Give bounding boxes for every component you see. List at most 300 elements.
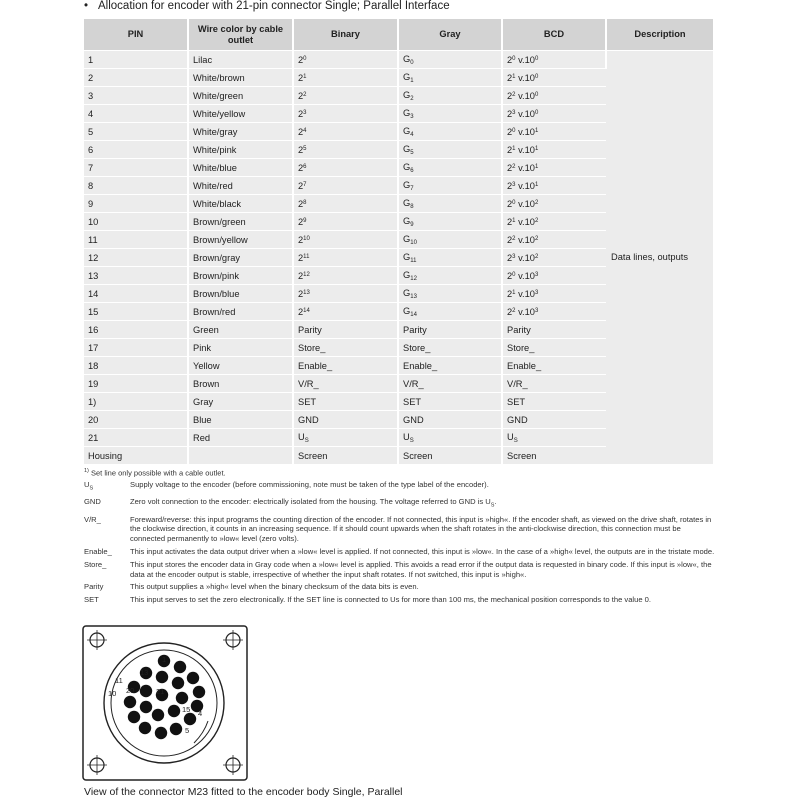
header-binary: Binary xyxy=(293,19,398,51)
wire-color-cell xyxy=(188,213,293,231)
connector-pin-2 xyxy=(174,661,186,673)
legend-description xyxy=(130,515,716,544)
connector-pin-4 xyxy=(193,686,205,698)
table-header-row xyxy=(84,19,713,51)
binary-cell xyxy=(293,69,398,87)
bcd-exponent: 0 xyxy=(512,199,516,206)
mounting-hole-bottom-right xyxy=(223,755,243,775)
wire-cell xyxy=(188,375,293,393)
bcd-decade: 0 xyxy=(534,109,539,116)
binary-exponent: 5 xyxy=(303,145,307,152)
binary-exponent: 1 xyxy=(303,73,307,80)
wire-value: Gray xyxy=(193,396,214,407)
pin-number: 9 xyxy=(88,198,94,209)
bcd-multiplier: v.10 xyxy=(515,270,535,281)
gray-cell xyxy=(398,87,502,105)
description-subscript: S xyxy=(490,502,495,509)
wire-color: Lilac xyxy=(193,54,213,65)
bcd-decade: 3 xyxy=(534,271,539,278)
bcd-exponent: 1 xyxy=(512,73,516,80)
supply-voltage-subscript: S xyxy=(513,437,518,444)
binary-base: 2 xyxy=(298,288,304,299)
pin-value: 20 xyxy=(88,414,99,425)
binary-cell xyxy=(293,105,398,123)
bcd-base: 2 xyxy=(507,54,513,65)
bcd-decade: 0 xyxy=(534,73,539,80)
bcd-decade: 1 xyxy=(534,145,539,152)
pin-number: 1 xyxy=(88,54,94,65)
legend-term xyxy=(84,595,130,605)
supply-voltage-cell xyxy=(398,429,502,447)
legend-item xyxy=(84,560,716,580)
pin-cell xyxy=(84,411,188,429)
binary-exponent: 12 xyxy=(303,271,310,278)
connector-pin-19 xyxy=(140,701,152,713)
pin-label-20: 20 xyxy=(126,686,135,695)
bcd-value: Store_ xyxy=(507,342,535,353)
bcd-base: 2 xyxy=(507,216,513,227)
binary-base: 2 xyxy=(298,306,304,317)
section-heading xyxy=(84,0,450,12)
binary-exponent: 3 xyxy=(303,109,307,116)
pin-label-13: 13 xyxy=(140,668,149,677)
bcd-exponent: 2 xyxy=(512,307,516,314)
binary-base: 2 xyxy=(298,252,304,263)
pin-number: 11 xyxy=(88,234,98,245)
binary-cell xyxy=(293,177,398,195)
connector-pin-18 xyxy=(152,709,164,721)
connector-pin-10 xyxy=(128,711,140,723)
legend-item xyxy=(84,480,716,494)
pin-value: 17 xyxy=(88,342,99,353)
pin-cell xyxy=(84,87,188,105)
wire-color: White/gray xyxy=(193,126,238,137)
bcd-cell xyxy=(502,105,606,123)
pin-cell xyxy=(84,69,188,87)
wire-color-cell xyxy=(188,177,293,195)
binary-base: 2 xyxy=(298,108,304,119)
legend-description xyxy=(130,560,716,580)
legend-term xyxy=(84,582,130,592)
bcd-value: Enable_ xyxy=(507,360,542,371)
gray-cell xyxy=(398,357,502,375)
bullet: • xyxy=(84,0,89,12)
bcd-cell xyxy=(502,375,606,393)
binary-cell xyxy=(293,357,398,375)
gray-index: 4 xyxy=(410,131,414,138)
binary-value: Parity xyxy=(298,324,322,335)
bcd-multiplier: v.10 xyxy=(515,144,535,155)
gray-value: SET xyxy=(403,396,422,407)
wire-cell xyxy=(188,447,293,465)
header-wire-color: Wire color by cable outlet xyxy=(188,19,293,51)
bcd-cell xyxy=(502,411,606,429)
binary-exponent: 13 xyxy=(303,289,310,296)
description-text: This output supplies a »high« level when the binary checksum of the data bits is even. xyxy=(130,582,419,592)
pin-cell xyxy=(84,429,188,447)
gray-base: G xyxy=(403,233,411,244)
bcd-cell xyxy=(502,231,606,249)
pin-cell xyxy=(84,303,188,321)
gray-index: 10 xyxy=(410,239,417,246)
bcd-value: GND xyxy=(507,414,528,425)
pin-number: 2 xyxy=(88,72,94,83)
pin-cell xyxy=(84,141,188,159)
bcd-base: 2 xyxy=(507,288,513,299)
legend-item xyxy=(84,497,716,511)
bcd-base: 2 xyxy=(507,144,513,155)
term-text: U xyxy=(84,480,90,489)
pin-number: 7 xyxy=(88,162,94,173)
bcd-decade: 0 xyxy=(534,55,539,62)
bcd-cell xyxy=(502,123,606,141)
supply-voltage-symbol: U xyxy=(298,431,305,442)
bcd-base: 2 xyxy=(507,72,513,83)
pin-number: 6 xyxy=(88,144,94,155)
bcd-base: 2 xyxy=(507,90,513,101)
pin-value: 1) xyxy=(88,396,97,407)
bcd-cell xyxy=(502,249,606,267)
bcd-multiplier: v.10 xyxy=(515,216,535,227)
binary-exponent: 11 xyxy=(303,253,310,260)
wire-value: Yellow xyxy=(193,360,220,371)
bcd-base: 2 xyxy=(507,198,513,209)
wire-color: Brown/pink xyxy=(193,270,239,281)
bcd-decade: 1 xyxy=(534,181,539,188)
supply-voltage-symbol: U xyxy=(403,431,410,442)
gray-cell xyxy=(398,375,502,393)
gray-index: 1 xyxy=(410,77,414,84)
gray-base: G xyxy=(403,53,411,64)
bcd-decade: 0 xyxy=(534,91,539,98)
gray-index: 9 xyxy=(410,221,414,228)
gray-base: G xyxy=(403,107,411,118)
binary-base: 2 xyxy=(298,126,304,137)
supply-voltage-cell xyxy=(293,429,398,447)
pin-cell xyxy=(84,249,188,267)
gray-value: Screen xyxy=(403,450,433,461)
bcd-multiplier: v.10 xyxy=(515,288,535,299)
gray-cell xyxy=(398,141,502,159)
binary-exponent: 14 xyxy=(303,307,310,314)
gray-base: G xyxy=(403,197,411,208)
binary-base: 2 xyxy=(298,270,304,281)
pin-cell xyxy=(84,51,188,69)
legend-description xyxy=(130,497,716,511)
gray-value: Parity xyxy=(403,324,427,335)
term-text: SET xyxy=(84,595,99,605)
binary-exponent: 9 xyxy=(303,217,307,224)
binary-cell xyxy=(293,213,398,231)
gray-index: 14 xyxy=(410,311,417,318)
bcd-base: 2 xyxy=(507,270,513,281)
bcd-multiplier: v.10 xyxy=(515,234,535,245)
binary-base: 2 xyxy=(298,72,304,83)
bcd-value: V/R_ xyxy=(507,378,528,389)
bcd-base: 2 xyxy=(507,306,513,317)
table-body xyxy=(84,51,713,465)
gray-value: Enable_ xyxy=(403,360,438,371)
binary-cell xyxy=(293,303,398,321)
gray-base: G xyxy=(403,143,411,154)
wire-value: Pink xyxy=(193,342,212,353)
bcd-value: Parity xyxy=(507,324,531,335)
binary-value: GND xyxy=(298,414,319,425)
wire-color: Brown/green xyxy=(193,216,246,227)
gray-cell xyxy=(398,177,502,195)
bcd-decade: 1 xyxy=(534,163,539,170)
gray-cell xyxy=(398,51,502,69)
binary-cell xyxy=(293,339,398,357)
binary-cell xyxy=(293,321,398,339)
supply-voltage-cell xyxy=(502,429,606,447)
binary-value: Enable_ xyxy=(298,360,333,371)
pin-label-11: 11 xyxy=(115,676,123,685)
bcd-cell xyxy=(502,51,606,69)
wire-color-cell xyxy=(188,141,293,159)
wire-value: Brown xyxy=(193,378,220,389)
header-description: Description xyxy=(606,19,713,51)
pin-cell xyxy=(84,357,188,375)
gray-index: 6 xyxy=(410,167,414,174)
wire-color: Red xyxy=(193,432,211,443)
connector-pin-16 xyxy=(176,692,188,704)
wire-color-cell xyxy=(188,195,293,213)
legend-description xyxy=(130,595,716,605)
description-text: Data lines, outputs xyxy=(611,252,689,262)
gray-cell xyxy=(398,159,502,177)
pin-cell xyxy=(84,375,188,393)
pin-cell xyxy=(84,123,188,141)
wire-value: Green xyxy=(193,324,219,335)
connector-pin-11 xyxy=(124,696,136,708)
bcd-base: 2 xyxy=(507,180,513,191)
gray-base: G xyxy=(403,179,411,190)
description-end: . xyxy=(494,497,497,507)
description-text: Foreward/reverse: this input programs the counting direction of the encoder. If not connected, this input is »high«. If the encoder shaft, as viewed on the drive shaft, rotates in the clockwise direction, it counts in an increasing sequence. If it should count upwards when the shaft rotates in the anti-clockwise direction, this connection must be connected permanently to »low« level (zero volts). xyxy=(130,514,712,544)
gray-cell xyxy=(398,231,502,249)
connector-pin-6 xyxy=(184,713,196,725)
connector-pin-20 xyxy=(140,685,152,697)
pin-number: 10 xyxy=(88,216,99,227)
binary-base: 2 xyxy=(298,162,304,173)
bcd-value: SET xyxy=(507,396,526,407)
bcd-exponent: 3 xyxy=(512,181,516,188)
pin-label-4: 4 xyxy=(198,709,203,718)
pin-value: Housing xyxy=(88,450,123,461)
bcd-cell xyxy=(502,303,606,321)
wire-color: White/brown xyxy=(193,72,245,83)
legend-description xyxy=(130,480,716,494)
binary-cell xyxy=(293,141,398,159)
pin-number: 15 xyxy=(88,306,99,317)
bcd-multiplier: v.10 xyxy=(515,54,535,65)
bcd-multiplier: v.10 xyxy=(515,252,535,263)
gray-value: V/R_ xyxy=(403,378,424,389)
description-cell xyxy=(606,51,713,465)
gray-cell xyxy=(398,105,502,123)
pin-number: 3 xyxy=(88,90,94,101)
bcd-exponent: 2 xyxy=(512,91,516,98)
gray-base: G xyxy=(403,215,411,226)
footnote-mark: 1) xyxy=(84,468,89,474)
binary-cell xyxy=(293,375,398,393)
bcd-cell xyxy=(502,267,606,285)
pin-cell xyxy=(84,267,188,285)
bcd-cell xyxy=(502,321,606,339)
binary-exponent: 8 xyxy=(303,199,307,206)
bcd-base: 2 xyxy=(507,162,513,173)
pin-cell xyxy=(84,339,188,357)
pin-number: 13 xyxy=(88,270,99,281)
pin-number: 12 xyxy=(88,252,99,263)
bcd-multiplier: v.10 xyxy=(515,108,535,119)
binary-exponent: 7 xyxy=(303,181,307,188)
binary-base: 2 xyxy=(298,198,304,209)
term-text: Store_ xyxy=(84,559,107,569)
mounting-hole-bottom-left xyxy=(87,755,107,775)
wire-color: White/green xyxy=(193,90,244,101)
description-text: Zero volt connection to the encoder: electrically isolated from the housing. The voltage referred to GND is U xyxy=(130,497,491,507)
signal-legend xyxy=(84,480,716,608)
bcd-multiplier: v.10 xyxy=(515,162,535,173)
bcd-exponent: 3 xyxy=(512,253,516,260)
connector-pins xyxy=(124,655,205,739)
bcd-cell xyxy=(502,195,606,213)
header-pin: PIN xyxy=(84,19,188,51)
binary-cell xyxy=(293,231,398,249)
binary-exponent: 2 xyxy=(303,91,307,98)
wire-color: White/blue xyxy=(193,162,237,173)
binary-base: 2 xyxy=(298,144,304,155)
description-text: This input stores the encoder data in Gray code when a »low« level is applied. This avoids a read error if the output data is requested in binary code. If this input is »low«, the data at the encoder output is stable, irrespective of whether the input shaft rotates. If not switched, this input is »high«. xyxy=(130,559,712,579)
binary-cell xyxy=(293,195,398,213)
pin-cell xyxy=(84,195,188,213)
wire-color: Brown/blue xyxy=(193,288,240,299)
legend-description xyxy=(130,582,716,592)
bcd-exponent: 1 xyxy=(512,217,516,224)
pin-number: 5 xyxy=(88,126,94,137)
gray-index: 2 xyxy=(410,95,414,102)
heading-text: Allocation for encoder with 21-pin connector Single; Parallel Interface xyxy=(98,0,450,12)
connector-pin-3 xyxy=(187,672,199,684)
binary-cell xyxy=(293,51,398,69)
bcd-decade: 2 xyxy=(534,253,539,260)
bcd-decade: 2 xyxy=(534,217,539,224)
term-subscript: S xyxy=(89,485,94,492)
gray-index: 3 xyxy=(410,113,414,120)
binary-cell xyxy=(293,87,398,105)
wire-color: White/yellow xyxy=(193,108,246,119)
bcd-exponent: 3 xyxy=(512,109,516,116)
bcd-cell xyxy=(502,87,606,105)
bcd-decade: 2 xyxy=(534,199,539,206)
pin-cell xyxy=(84,447,188,465)
header-gray: Gray xyxy=(398,19,502,51)
figure-caption: View of the connector M23 fitted to the encoder body Single, Parallel xyxy=(84,786,403,798)
gray-base: G xyxy=(403,125,411,136)
bcd-exponent: 2 xyxy=(512,163,516,170)
bcd-multiplier: v.10 xyxy=(515,180,535,191)
pin-allocation-table xyxy=(84,19,713,464)
binary-cell xyxy=(293,411,398,429)
pin-label-5: 5 xyxy=(185,726,190,735)
connector-pin-7 xyxy=(170,723,182,735)
pin-label-15: 15 xyxy=(182,705,191,714)
gray-cell xyxy=(398,69,502,87)
gray-base: G xyxy=(403,269,411,280)
bcd-exponent: 0 xyxy=(512,271,516,278)
wire-cell xyxy=(188,321,293,339)
supply-voltage-subscript: S xyxy=(409,437,414,444)
wire-color-cell xyxy=(188,105,293,123)
binary-exponent: 10 xyxy=(303,235,310,242)
binary-cell xyxy=(293,285,398,303)
gray-cell xyxy=(398,393,502,411)
pin-label-1: 1 xyxy=(162,655,167,664)
description-text: Supply voltage to the encoder (before commissioning, note must be taken of the type label of the encoder). xyxy=(130,480,489,489)
binary-exponent: 6 xyxy=(303,163,307,170)
gray-cell xyxy=(398,267,502,285)
gray-cell xyxy=(398,447,502,465)
bcd-multiplier: v.10 xyxy=(515,306,535,317)
term-text: Parity xyxy=(84,582,104,592)
bcd-cell xyxy=(502,141,606,159)
pin-cell xyxy=(84,321,188,339)
bcd-multiplier: v.10 xyxy=(515,198,535,209)
pin-cell xyxy=(84,177,188,195)
pin-number: 4 xyxy=(88,108,94,119)
binary-base: 2 xyxy=(298,54,304,65)
wire-cell xyxy=(188,339,293,357)
gray-cell xyxy=(398,213,502,231)
binary-base: 2 xyxy=(298,90,304,101)
binary-value: Screen xyxy=(298,450,328,461)
gray-cell xyxy=(398,249,502,267)
bcd-cell xyxy=(502,285,606,303)
wire-cell xyxy=(188,411,293,429)
pin-label-21: 21 xyxy=(156,687,165,696)
pin-cell xyxy=(84,213,188,231)
wire-color: Brown/red xyxy=(193,306,236,317)
header-bcd: BCD xyxy=(502,19,606,51)
connector-pin-8 xyxy=(155,727,167,739)
description-text: This input activates the data output driver when a »low« level is applied. If not connected, this input is »low«. In the case of a »high« level, the outputs are in the tristate mode. xyxy=(130,547,715,557)
binary-cell xyxy=(293,159,398,177)
binary-cell xyxy=(293,447,398,465)
legend-description xyxy=(130,547,716,557)
mounting-hole-top-right xyxy=(223,630,243,650)
bcd-cell xyxy=(502,69,606,87)
connector-pin-14 xyxy=(156,671,168,683)
wire-color-cell xyxy=(188,87,293,105)
wire-cell xyxy=(188,393,293,411)
gray-cell xyxy=(398,285,502,303)
wire-value: Blue xyxy=(193,414,212,425)
wire-color-cell xyxy=(188,285,293,303)
legend-term xyxy=(84,497,130,511)
supply-voltage-subscript: S xyxy=(304,437,309,444)
pin-number: 8 xyxy=(88,180,94,191)
bcd-cell xyxy=(502,393,606,411)
wire-color: Brown/gray xyxy=(193,252,241,263)
binary-base: 2 xyxy=(298,180,304,191)
bcd-exponent: 1 xyxy=(512,289,516,296)
connector-pin-9 xyxy=(139,722,151,734)
wire-color-cell xyxy=(188,267,293,285)
gray-base: G xyxy=(403,89,411,100)
gray-index: 5 xyxy=(410,149,414,156)
